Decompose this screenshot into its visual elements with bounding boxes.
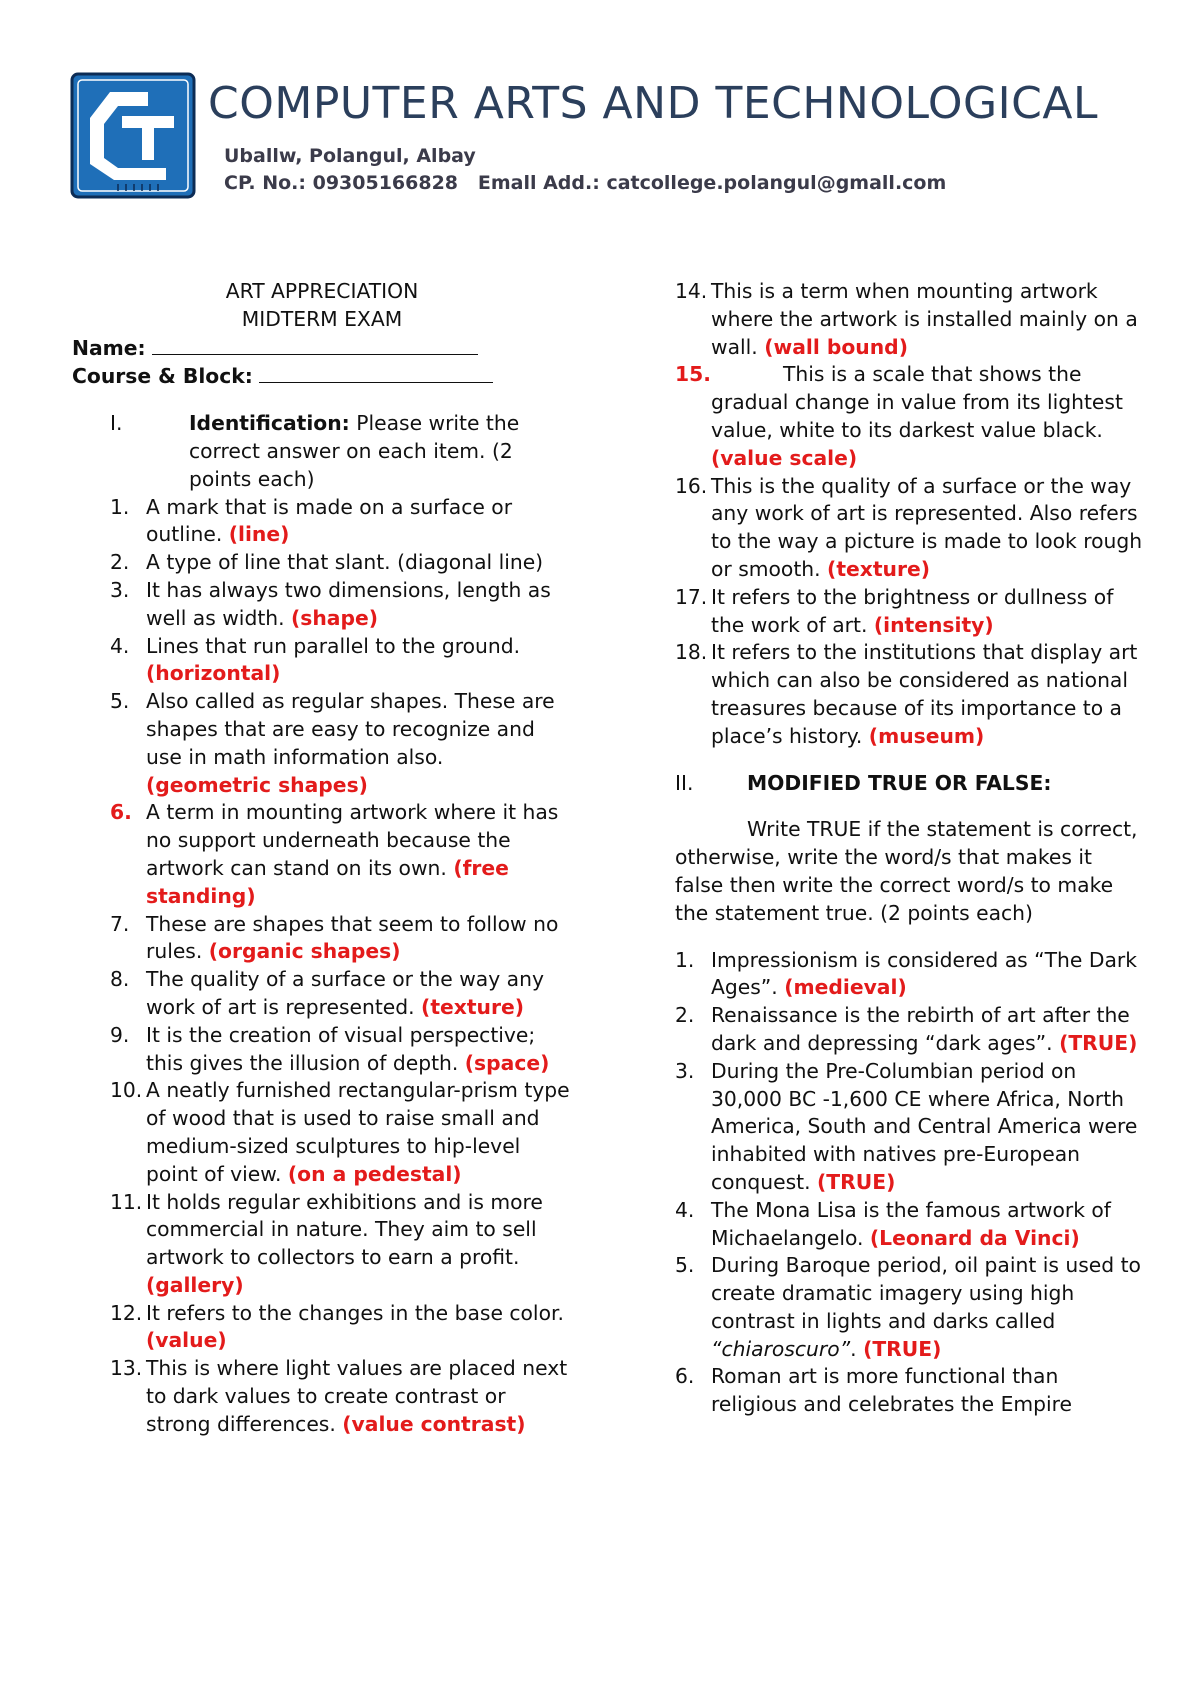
question-text: It holds regular exhibitions and is more commercial in nature. They aim to sell artwork to collectors to earn a profit. <box>146 1189 543 1270</box>
question-number: 13. <box>110 1356 143 1381</box>
school-name: COMPUTER ARTS AND TECHNOLOGICAL <box>208 78 1098 129</box>
answer-text: (museum) <box>868 723 985 748</box>
part1-instructions: Please write the correct answer on each item. (2 points each) <box>189 411 520 491</box>
question-item <box>72 633 572 689</box>
part1-numeral: I. <box>110 411 123 436</box>
question-number: 1. <box>675 947 695 972</box>
answer-text: (value) <box>146 1328 227 1353</box>
answer-text: (organic shapes) <box>208 939 401 964</box>
question-text: It refers to the changes in the base color. <box>146 1300 564 1325</box>
question-item <box>675 1002 1145 1058</box>
question-item <box>675 278 1145 361</box>
answer-text: (line) <box>228 522 290 547</box>
question-text: Impressionism is considered as “The Dark Ages”. <box>711 947 1137 1000</box>
question-text: The quality of a surface or the way any work of art is represented. <box>146 967 544 1019</box>
question-item <box>72 1355 572 1438</box>
question-item <box>72 911 572 967</box>
question-number: 10. <box>110 1078 143 1103</box>
answer-text: (geometric shapes) <box>146 772 368 797</box>
left-column <box>72 278 572 1439</box>
question-number: 9. <box>110 1022 130 1047</box>
answer-text: (free standing) <box>146 855 509 908</box>
course-field[interactable] <box>72 362 572 391</box>
question-number: 5. <box>675 1253 695 1278</box>
question-text: This is a scale that shows the gradual change in value from its lightest value, white to its darkest value black. <box>711 362 1123 442</box>
part2-numeral: II. <box>675 770 694 795</box>
school-contact: CP. No.: 09305166828 Emall Add.: catcollege.polangul@gmall.com <box>224 172 947 194</box>
question-item <box>675 1197 1145 1253</box>
question-item <box>675 639 1145 750</box>
question-number: 18. <box>675 640 708 665</box>
question-text: During the Pre-Columbian period on 30,000 BC -1,600 CE where Africa, North America, South and Central America were inhabited with natives pre-European conquest. <box>711 1058 1138 1194</box>
answer-text: (TRUE) <box>1059 1030 1138 1055</box>
question-item <box>72 494 572 550</box>
school-address: Uballw, Polangul, Albay <box>224 145 476 167</box>
question-text: It refers to the brightness or dullness of the work of art. <box>711 584 1114 637</box>
right-column <box>675 278 1145 1419</box>
course-blank[interactable] <box>259 362 493 383</box>
question-text-after: . <box>850 1336 864 1361</box>
question-item <box>675 1252 1145 1363</box>
question-number: 1. <box>110 494 130 519</box>
question-text: This is where light values are placed next to dark values to create contrast or strong differences. <box>146 1356 568 1436</box>
question-text: This is the quality of a surface or the way any work of art is represented. Also refers to the way a picture is made to look rough or smooth. <box>711 473 1143 581</box>
name-field[interactable] <box>72 334 572 363</box>
answer-text: (texture) <box>421 994 525 1019</box>
question-text: Roman art is more functional than religious and celebrates the Empire <box>711 1364 1073 1417</box>
question-text: During Baroque period, oil paint is used to create dramatic imagery using high contrast in lights and darks called <box>711 1253 1141 1333</box>
answer-text: (gallery) <box>146 1272 244 1297</box>
question-number: 17. <box>675 584 708 609</box>
question-item <box>72 1189 572 1300</box>
question-text: It refers to the institutions that display art which can also be considered as national treasures because of its importance to a place’s history. <box>711 640 1138 748</box>
name-label: Name: <box>72 335 146 360</box>
question-number: 7. <box>110 911 130 936</box>
answer-text: (Leonard da Vinci) <box>869 1225 1080 1250</box>
answer-text: (value contrast) <box>342 1411 526 1436</box>
question-number: 2. <box>110 550 130 575</box>
question-number: 3. <box>675 1058 695 1083</box>
question-item <box>72 966 572 1022</box>
question-text: This is a term when mounting artwork where the artwork is installed mainly on a wall. <box>711 279 1138 359</box>
answer-text: (medieval) <box>784 975 907 1000</box>
part2-instructions: Write TRUE if the statement is correct, otherwise, write the word/s that makes it false then write the correct word/s to make the statement true. (2 points each) <box>675 817 1138 925</box>
question-item <box>675 947 1145 1003</box>
question-number: 11. <box>110 1189 143 1214</box>
answer-text: (value scale) <box>711 445 858 470</box>
question-text: A mark that is made on a surface or outline. <box>146 494 513 547</box>
part1-header <box>72 410 572 493</box>
question-text: A neatly furnished rectangular-prism type of wood that is used to raise small and medium-sized sculptures to hip-level point of view. <box>146 1078 570 1186</box>
answer-text: (intensity) <box>873 612 994 637</box>
question-number: 4. <box>675 1197 695 1222</box>
question-item <box>72 688 572 799</box>
question-text: These are shapes that seem to follow no rules. <box>146 911 559 964</box>
part2-heading: MODIFIED TRUE OR FALSE: <box>747 770 1052 795</box>
question-number: 16. <box>675 473 708 498</box>
answer-text: (texture) <box>827 556 931 581</box>
answer-text: (TRUE) <box>863 1336 942 1361</box>
name-blank[interactable] <box>152 334 478 355</box>
question-number: 14. <box>675 279 708 303</box>
exam-subtitle: MIDTERM EXAM <box>241 306 403 331</box>
question-text: Lines that run parallel to the ground. <box>146 633 521 658</box>
answer-text: (shape) <box>291 605 379 630</box>
question-number: 2. <box>675 1003 695 1028</box>
question-italic-term: “chiaroscuro” <box>711 1336 851 1361</box>
question-number: 4. <box>110 633 130 658</box>
question-item <box>675 584 1145 640</box>
question-number: 6. <box>110 800 132 825</box>
question-number: 12. <box>110 1300 143 1325</box>
question-text: A term in mounting artwork where it has no support underneath because the artwork can stand on its own. <box>146 800 559 880</box>
question-item <box>72 549 572 577</box>
question-item <box>675 473 1145 584</box>
course-label: Course & Block: <box>72 364 253 389</box>
question-item <box>72 799 572 910</box>
question-text: Also called as regular shapes. These are shapes that are easy to recognize and use in math information also. <box>146 689 555 769</box>
question-text: Renaissance is the rebirth of art after the dark and depressing “dark ages”. <box>711 1003 1130 1055</box>
answer-text: (space) <box>464 1050 550 1075</box>
question-item <box>72 1077 572 1188</box>
part1-heading: Identification: <box>189 411 350 436</box>
answer-text: (horizontal) <box>146 661 281 686</box>
question-number: 15. <box>675 362 711 387</box>
question-item <box>675 361 1145 472</box>
question-item <box>675 1363 1145 1419</box>
school-logo <box>70 72 196 199</box>
question-text: A type of line that slant. (diagonal line) <box>146 550 544 575</box>
question-number: 8. <box>110 967 130 992</box>
question-text: It is the creation of visual perspective; this gives the illusion of depth. <box>146 1022 536 1075</box>
question-text: The Mona Lisa is the famous artwork of Michaelangelo. <box>711 1197 1111 1250</box>
exam-title: ART APPRECIATION <box>225 279 419 303</box>
question-item <box>72 1022 572 1078</box>
question-number: 5. <box>110 689 130 714</box>
question-item <box>72 1300 572 1356</box>
question-number: 6. <box>675 1364 695 1389</box>
question-item <box>675 1058 1145 1197</box>
question-item <box>72 577 572 633</box>
part2-header <box>675 770 1145 798</box>
question-text: It has always two dimensions, length as well as width. <box>146 577 551 630</box>
answer-text: (TRUE) <box>817 1169 896 1194</box>
answer-text: (on a pedestal) <box>287 1161 462 1186</box>
question-number: 3. <box>110 577 130 602</box>
answer-text: (wall bound) <box>764 334 908 359</box>
